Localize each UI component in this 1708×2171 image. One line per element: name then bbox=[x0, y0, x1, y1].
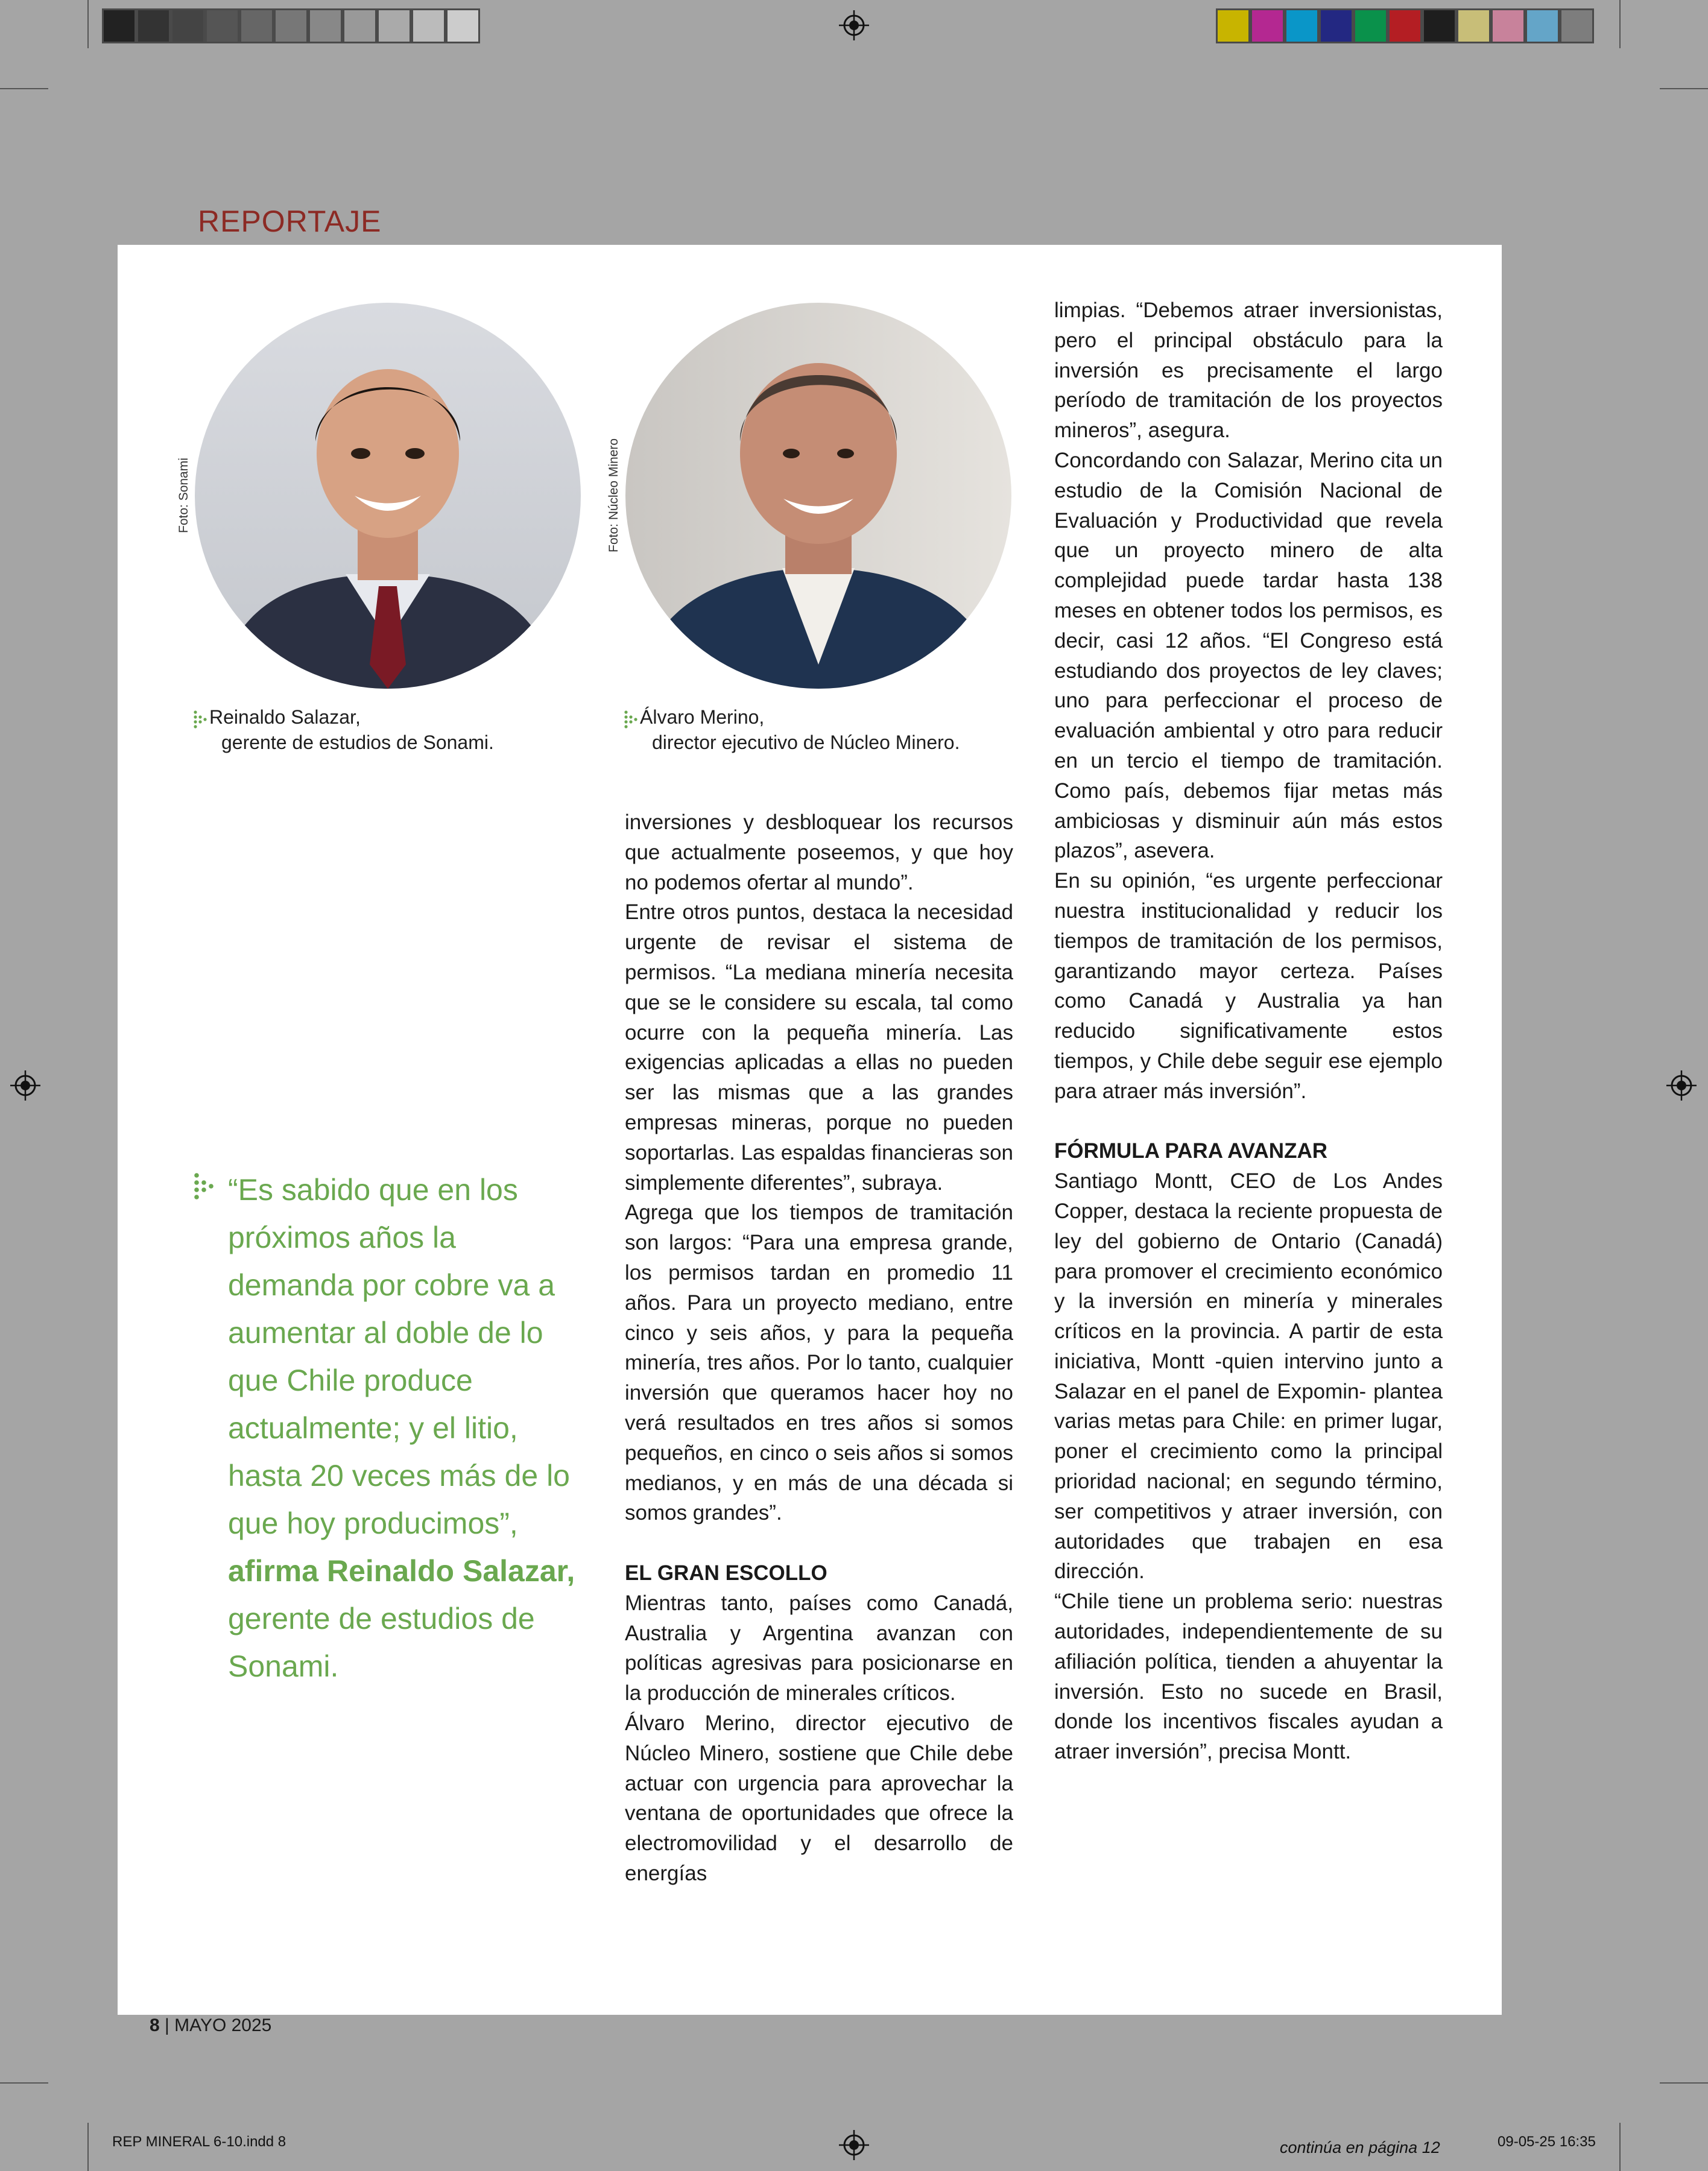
paragraph: Agrega que los tiempos de tramitación son largos: “Para una empresa grande, los permisos tardan en promedio 11 años. Para un proyecto mediano, entre cinco y seis años, y para la pequeña minería, tres años. Por lo tanto, cualquier inversión que queramos hacer hoy no verá resultados en tres años si somos pequeños, en cinco o seis años si somos medianos, y en más de una década si somos grandes”. bbox=[625, 1201, 1013, 1525]
caption-alvaro-merino bbox=[640, 704, 960, 755]
caption-bullet-icon bbox=[194, 710, 208, 728]
registration-mark-icon bbox=[1666, 1070, 1697, 1101]
photo-credit-left: Foto: Sonami bbox=[177, 458, 191, 533]
caption-bullet-icon bbox=[624, 710, 639, 728]
photo-credit-right: Foto: Núcleo Minero bbox=[607, 438, 621, 552]
gray-swatch bbox=[446, 8, 480, 43]
crop-mark bbox=[0, 2082, 48, 2084]
article-column-2 bbox=[625, 807, 1013, 1889]
registration-mark-icon bbox=[839, 2130, 869, 2160]
pull-quote bbox=[228, 1166, 590, 1690]
page-number: 8 bbox=[150, 2015, 160, 2035]
color-swatch bbox=[1491, 8, 1525, 43]
gray-swatch bbox=[274, 8, 308, 43]
paragraph: “Chile tiene un problema serio: nuestras autoridades, independientemente de su afiliación política, tienden a ahuyentar la inversión. Esto no sucede en Brasil, donde los incentivos fiscales ayudan a atraer inversión”, precisa Montt. bbox=[1054, 1590, 1443, 1764]
paragraph: En su opinión, “es urgente perfeccionar nuestra institucionalidad y reducir los tiempos de tramitación de los permisos, garantizando mayor certeza. Países como Canadá y Australia ya han reducido significativamente estos tiempos, y Chile debe seguir ese ejemplo para atraer más inversión”. bbox=[1054, 869, 1443, 1103]
crop-mark bbox=[87, 2123, 89, 2171]
paragraph: Mientras tanto, países como Canadá, Australia y Argentina avanzan con políticas agresivas para posicionarse en la producción de minerales críticos. bbox=[625, 1591, 1013, 1705]
color-swatch bbox=[1216, 8, 1250, 43]
color-swatch bbox=[1285, 8, 1319, 43]
pull-quote-text: “Es sabido que en los próximos años la demanda por cobre va a aumentar al doble de lo que Chile produce actualmente; y el litio, hasta 20 veces más de lo que hoy producimos”, bbox=[228, 1173, 570, 1540]
color-calibration-bar bbox=[1216, 8, 1594, 43]
color-swatch bbox=[1353, 8, 1388, 43]
color-swatch bbox=[1457, 8, 1491, 43]
pull-quote-role: gerente de estudios de Sonami. bbox=[228, 1602, 535, 1683]
gray-swatch bbox=[308, 8, 343, 43]
section-label: REPORTAJE bbox=[198, 204, 382, 238]
registration-mark-icon bbox=[839, 10, 869, 40]
color-swatch bbox=[1319, 8, 1353, 43]
pull-quote-attribution: afirma Reinaldo Salazar, bbox=[228, 1554, 575, 1588]
grayscale-calibration-bar bbox=[102, 8, 480, 43]
registration-mark-icon bbox=[10, 1070, 40, 1101]
caption-role: director ejecutivo de Núcleo Minero. bbox=[652, 732, 960, 753]
gray-swatch bbox=[239, 8, 274, 43]
color-swatch bbox=[1422, 8, 1457, 43]
paragraph: Concordando con Salazar, Merino cita un estudio de la Comisión Nacional de Evaluación y Productividad que revela que un proyecto minero de alta complejidad puede tardar hasta 138 meses en obtener todos los permisos, es decir, casi 12 años. “El Congreso está estudiando dos proyectos de ley claves; uno para perfeccionar el proceso de evaluación ambiental y otro para reducir en un tercio el tiempo de tramitación. Como país, debemos fijar metas más ambiciosas y disminuir aún más estos plazos”, asevera. bbox=[1054, 448, 1443, 863]
crop-mark bbox=[87, 0, 89, 48]
caption-name: Álvaro Merino, bbox=[640, 706, 765, 728]
paragraph: Entre otros puntos, destaca la necesidad urgente de revisar el sistema de permisos. “La mediana minería necesita que se le considere su escala, tal como ocurre con la pequeña minería. Las exigencias aplicadas a ellas no pueden ser las mismas que a las grandes empresas mineras, porque no pueden soportarlas. Las espaldas financieras son simplemente diferentes”, subraya. bbox=[625, 900, 1013, 1195]
portrait-reinaldo-salazar bbox=[195, 303, 581, 689]
crop-mark bbox=[1619, 0, 1621, 48]
gray-swatch bbox=[205, 8, 239, 43]
gray-swatch bbox=[171, 8, 205, 43]
color-swatch bbox=[1525, 8, 1560, 43]
caption-reinaldo-salazar bbox=[209, 704, 494, 755]
color-swatch bbox=[1250, 8, 1285, 43]
crop-mark bbox=[1660, 2082, 1708, 2084]
crop-mark bbox=[1660, 88, 1708, 89]
caption-role: gerente de estudios de Sonami. bbox=[221, 732, 494, 753]
article-column-3 bbox=[1054, 295, 1443, 1767]
continues-note: continúa en página 12 bbox=[1280, 2138, 1440, 2157]
portrait-illustration bbox=[195, 303, 581, 689]
subheading-el-gran-escollo: EL GRAN ESCOLLO bbox=[625, 1561, 827, 1585]
gray-swatch bbox=[343, 8, 377, 43]
slug-filename: REP MINERAL 6-10.indd 8 bbox=[112, 2134, 286, 2150]
page-folio bbox=[150, 2015, 271, 2036]
subheading-formula-para-avanzar: FÓRMULA PARA AVANZAR bbox=[1054, 1139, 1328, 1163]
crop-mark bbox=[1619, 2123, 1621, 2171]
color-swatch bbox=[1560, 8, 1594, 43]
issue-date: MAYO 2025 bbox=[174, 2015, 272, 2035]
color-swatch bbox=[1388, 8, 1422, 43]
crop-mark bbox=[0, 88, 48, 89]
gray-swatch bbox=[136, 8, 171, 43]
portrait-illustration bbox=[625, 303, 1011, 689]
gray-swatch bbox=[377, 8, 411, 43]
pull-quote-bullet-icon bbox=[194, 1173, 216, 1201]
slug-timestamp: 09-05-25 16:35 bbox=[1498, 2134, 1596, 2150]
folio-separator: | bbox=[165, 2015, 169, 2035]
paragraph: limpias. “Debemos atraer inversionistas, pero el principal obstáculo para la inversión es precisamente el largo período de tramitación de los proyectos mineros”, asegura. bbox=[1054, 299, 1443, 443]
portrait-alvaro-merino bbox=[625, 303, 1011, 689]
gray-swatch bbox=[411, 8, 446, 43]
gray-swatch bbox=[102, 8, 136, 43]
paragraph: Santiago Montt, CEO de Los Andes Copper, destaca la reciente propuesta de ley del gobierno de Ontario (Canadá) para promover el crecimiento económico y la inversión en minería y minerales críticos en la provincia. A partir de esta iniciativa, Montt -quien intervino junto a Salazar en el panel de Expomin- plantea varias metas para Chile: en primer lugar, poner el crecimiento como la principal prioridad nacional; en segundo término, ser competitivos y atraer inversión, con autoridades que trabajen en esa dirección. bbox=[1054, 1169, 1443, 1584]
paragraph: inversiones y desbloquear los recursos que actualmente poseemos, y que hoy no podemos ofertar al mundo”. bbox=[625, 811, 1013, 894]
caption-name: Reinaldo Salazar, bbox=[209, 706, 361, 728]
paragraph: Álvaro Merino, director ejecutivo de Núcleo Minero, sostiene que Chile debe actuar con urgencia para aprovechar la ventana de oportunidades que ofrece la electromovilidad y el desarrollo de energías bbox=[625, 1711, 1013, 1885]
